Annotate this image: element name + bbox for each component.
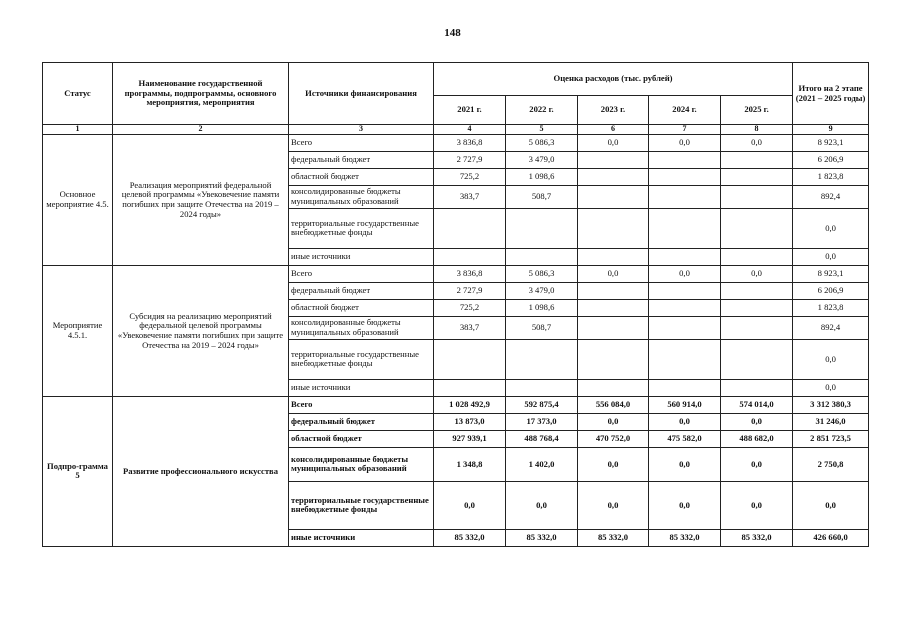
source-cell: федеральный бюджет <box>289 413 434 430</box>
value-cell: 1 028 492,9 <box>434 396 506 413</box>
value-cell: 725,2 <box>434 299 506 316</box>
total-cell: 0,0 <box>793 339 869 379</box>
value-cell <box>721 168 793 185</box>
value-cell: 3 836,8 <box>434 134 506 151</box>
value-cell: 3 836,8 <box>434 265 506 282</box>
value-cell: 592 875,4 <box>506 396 578 413</box>
header-total: Итого на 2 этапе (2021 – 2025 годы) <box>793 63 869 125</box>
source-cell: иные источники <box>289 529 434 546</box>
total-cell: 426 660,0 <box>793 529 869 546</box>
value-cell <box>649 339 721 379</box>
value-cell: 2 727,9 <box>434 151 506 168</box>
source-cell: Всего <box>289 265 434 282</box>
value-cell: 0,0 <box>578 134 649 151</box>
value-cell: 488 682,0 <box>721 430 793 447</box>
program-name-cell: Реализация мероприятий федеральной целевой программы «Увековечение памяти погибших при защите Отечества на 2019 – 2024 годы» <box>113 134 289 265</box>
value-cell <box>506 208 578 248</box>
value-cell <box>578 248 649 265</box>
value-cell <box>578 379 649 396</box>
source-cell: территориальные государственные внебюджетные фонды <box>289 339 434 379</box>
value-cell <box>721 208 793 248</box>
status-cell: Основное мероприятие 4.5. <box>43 134 113 265</box>
source-cell: консолидированные бюджеты муниципальных образований <box>289 447 434 481</box>
column-index: 7 <box>649 125 721 135</box>
budget-table <box>42 62 869 547</box>
value-cell: 0,0 <box>578 265 649 282</box>
total-cell: 0,0 <box>793 208 869 248</box>
total-cell: 8 923,1 <box>793 134 869 151</box>
total-cell: 1 823,8 <box>793 299 869 316</box>
source-cell: территориальные государственные внебюджетные фонды <box>289 208 434 248</box>
total-cell: 6 206,9 <box>793 282 869 299</box>
value-cell <box>721 339 793 379</box>
program-name-cell: Развитие профессионального искусства <box>113 396 289 546</box>
source-cell: иные источники <box>289 379 434 396</box>
source-cell: Всего <box>289 396 434 413</box>
value-cell <box>578 168 649 185</box>
source-cell: территориальные государственные внебюджетные фонды <box>289 481 434 529</box>
column-index: 9 <box>793 125 869 135</box>
value-cell <box>721 248 793 265</box>
value-cell <box>721 151 793 168</box>
value-cell <box>506 248 578 265</box>
status-cell: Подпро-грамма 5 <box>43 396 113 546</box>
value-cell <box>434 339 506 379</box>
value-cell: 0,0 <box>649 447 721 481</box>
value-cell: 0,0 <box>721 265 793 282</box>
source-cell: областной бюджет <box>289 299 434 316</box>
value-cell: 5 086,3 <box>506 265 578 282</box>
value-cell: 508,7 <box>506 185 578 208</box>
value-cell <box>721 316 793 339</box>
value-cell: 383,7 <box>434 316 506 339</box>
source-cell: федеральный бюджет <box>289 151 434 168</box>
total-cell: 892,4 <box>793 316 869 339</box>
column-index: 1 <box>43 125 113 135</box>
source-cell: иные источники <box>289 248 434 265</box>
value-cell: 556 084,0 <box>578 396 649 413</box>
total-cell: 892,4 <box>793 185 869 208</box>
value-cell <box>649 168 721 185</box>
column-index: 5 <box>506 125 578 135</box>
value-cell: 383,7 <box>434 185 506 208</box>
value-cell: 0,0 <box>649 481 721 529</box>
total-cell: 8 923,1 <box>793 265 869 282</box>
value-cell <box>578 208 649 248</box>
value-cell: 2 727,9 <box>434 282 506 299</box>
value-cell: 0,0 <box>721 447 793 481</box>
value-cell: 560 914,0 <box>649 396 721 413</box>
value-cell: 470 752,0 <box>578 430 649 447</box>
page-number: 148 <box>444 27 461 39</box>
value-cell <box>434 248 506 265</box>
value-cell: 0,0 <box>578 413 649 430</box>
value-cell <box>649 282 721 299</box>
value-cell: 1 098,6 <box>506 168 578 185</box>
header-year: 2023 г. <box>578 96 649 125</box>
total-cell: 2 851 723,5 <box>793 430 869 447</box>
source-cell: областной бюджет <box>289 430 434 447</box>
column-index: 2 <box>113 125 289 135</box>
source-cell: консолидированные бюджеты муниципальных образований <box>289 316 434 339</box>
total-cell: 0,0 <box>793 379 869 396</box>
value-cell <box>434 379 506 396</box>
header-status: Статус <box>43 63 113 125</box>
header-year: 2024 г. <box>649 96 721 125</box>
table-row <box>43 134 869 151</box>
value-cell: 1 098,6 <box>506 299 578 316</box>
value-cell <box>578 316 649 339</box>
value-cell: 475 582,0 <box>649 430 721 447</box>
value-cell <box>506 339 578 379</box>
value-cell <box>649 208 721 248</box>
value-cell <box>649 379 721 396</box>
value-cell: 13 873,0 <box>434 413 506 430</box>
program-name-cell: Субсидия на реализацию мероприятий федеральной целевой программы «Увековечение памяти погибших при защите Отечества на 2019 – 2024 годы» <box>113 265 289 396</box>
source-cell: консолидированные бюджеты муниципальных образований <box>289 185 434 208</box>
header-name: Наименование государственной программы, подпрограммы, основного мероприятия, мероприятия <box>113 63 289 125</box>
value-cell <box>649 151 721 168</box>
value-cell <box>506 379 578 396</box>
header-sources: Источники финансирования <box>289 63 434 125</box>
value-cell <box>721 185 793 208</box>
value-cell: 0,0 <box>649 134 721 151</box>
value-cell: 574 014,0 <box>721 396 793 413</box>
value-cell: 508,7 <box>506 316 578 339</box>
value-cell: 0,0 <box>506 481 578 529</box>
value-cell: 1 402,0 <box>506 447 578 481</box>
column-index: 4 <box>434 125 506 135</box>
value-cell <box>649 316 721 339</box>
column-index: 8 <box>721 125 793 135</box>
value-cell <box>721 282 793 299</box>
value-cell: 0,0 <box>649 265 721 282</box>
total-cell: 6 206,9 <box>793 151 869 168</box>
value-cell: 0,0 <box>578 447 649 481</box>
value-cell: 3 479,0 <box>506 282 578 299</box>
value-cell <box>578 151 649 168</box>
source-cell: федеральный бюджет <box>289 282 434 299</box>
value-cell <box>649 185 721 208</box>
value-cell: 85 332,0 <box>506 529 578 546</box>
value-cell <box>649 299 721 316</box>
table-row <box>43 265 869 282</box>
value-cell: 0,0 <box>721 413 793 430</box>
total-cell: 3 312 380,3 <box>793 396 869 413</box>
header-year: 2025 г. <box>721 96 793 125</box>
column-index: 6 <box>578 125 649 135</box>
status-cell: Мероприятие 4.5.1. <box>43 265 113 396</box>
value-cell <box>649 248 721 265</box>
value-cell: 0,0 <box>578 481 649 529</box>
value-cell: 488 768,4 <box>506 430 578 447</box>
value-cell <box>721 299 793 316</box>
total-cell: 2 750,8 <box>793 447 869 481</box>
value-cell: 725,2 <box>434 168 506 185</box>
value-cell: 85 332,0 <box>649 529 721 546</box>
value-cell <box>578 185 649 208</box>
column-index: 3 <box>289 125 434 135</box>
value-cell: 85 332,0 <box>434 529 506 546</box>
value-cell: 17 373,0 <box>506 413 578 430</box>
header-year: 2022 г. <box>506 96 578 125</box>
value-cell <box>578 282 649 299</box>
value-cell <box>721 379 793 396</box>
value-cell: 0,0 <box>721 134 793 151</box>
value-cell: 0,0 <box>649 413 721 430</box>
value-cell: 3 479,0 <box>506 151 578 168</box>
header-year: 2021 г. <box>434 96 506 125</box>
total-cell: 1 823,8 <box>793 168 869 185</box>
value-cell: 1 348,8 <box>434 447 506 481</box>
table-row <box>43 396 869 413</box>
total-cell: 0,0 <box>793 481 869 529</box>
value-cell: 85 332,0 <box>578 529 649 546</box>
value-cell: 85 332,0 <box>721 529 793 546</box>
value-cell: 0,0 <box>434 481 506 529</box>
value-cell <box>434 208 506 248</box>
header-estimate: Оценка расходов (тыс. рублей) <box>434 63 793 96</box>
total-cell: 31 246,0 <box>793 413 869 430</box>
value-cell <box>578 339 649 379</box>
value-cell: 927 939,1 <box>434 430 506 447</box>
source-cell: Всего <box>289 134 434 151</box>
value-cell <box>578 299 649 316</box>
value-cell: 0,0 <box>721 481 793 529</box>
value-cell: 5 086,3 <box>506 134 578 151</box>
total-cell: 0,0 <box>793 248 869 265</box>
source-cell: областной бюджет <box>289 168 434 185</box>
